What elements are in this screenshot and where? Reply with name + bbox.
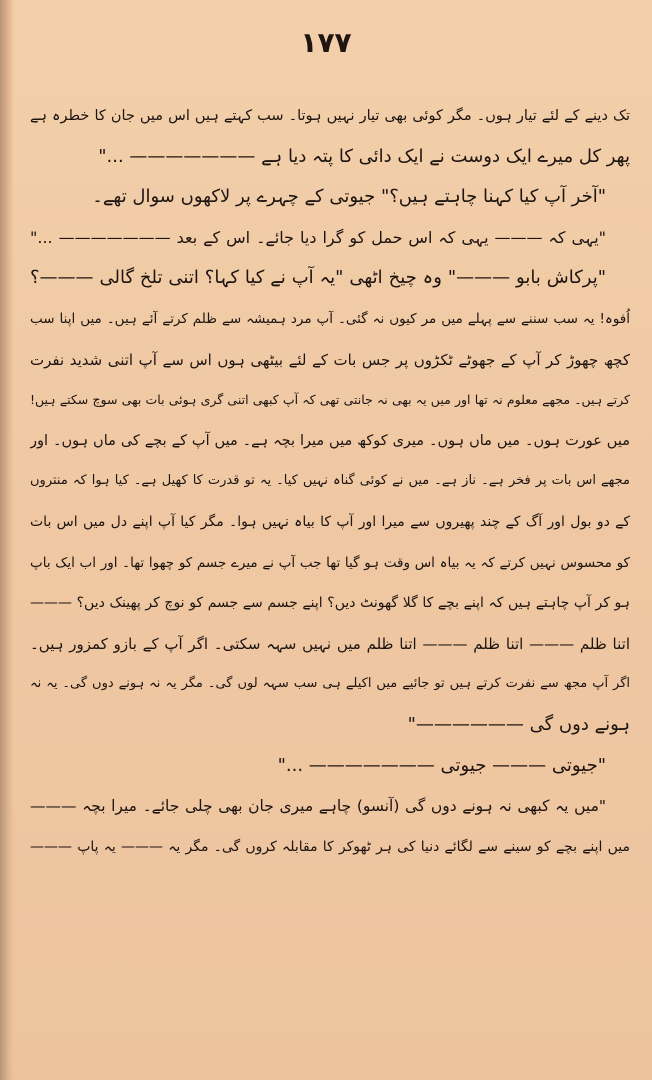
text-line: "پرکاش بابو ———" وہ چیخ اٹھی "یہ آپ نے کیا کہا؟ اتنی تلخ گالی ———؟ — [30, 267, 606, 289]
text-line: اتنا ظلم ——— اتنا ظلم ——— اتنا ظلم میں نہیں سہہ سکتی۔ اگر آپ کے بازو کمزور ہیں۔ — [30, 634, 630, 653]
text-line: "آخر آپ کیا کہنا چاہتے ہیں؟" جیوتی کے چہرے پر لاکھوں سوال تھے۔ — [92, 186, 606, 208]
text-line: "یہی کہ ——— یہی کہ اس حمل کو گرا دیا جائے۔ اس کے بعد ——————— ..." — [30, 227, 606, 247]
text-line: اُفوہ! یہ سب سننے سے پہلے میں مر کیوں نہ گئی۔ آپ مرد ہمیشہ سے ظلم کرتے آئے ہیں۔ میں اپنا سب — [30, 310, 630, 327]
text-line: میں اپنے بچے کو سینے سے لگائے دنیا کی ہر ٹھوکر کا مقابلہ کروں گی۔ مگر یہ ——— یہ پاپ ——— — [30, 838, 630, 855]
text-line: کے دو بول اور آگ کے چند پھیروں سے میرا اور آپ کا بیاہ نہیں ہوا۔ مگر کیا آپ اپنے دل میں اس بات — [30, 513, 630, 530]
text-line: "جیوتی ——— جیوتی ——————— ..." — [277, 754, 606, 776]
text-line: کو محسوس نہیں کرتے کہ یہ بیاہ اس وقت ہو گیا تھا جب آپ نے میرے جسم کو چھوا تھا۔ اور اب ایک باپ — [30, 554, 630, 571]
text-line: اگر آپ مجھ سے نفرت کرتے ہیں تو جائیے میں اکیلے ہی سب سہہ لوں گی۔ مگر یہ نہ ہونے دوں گی۔ یہ نہ — [30, 676, 630, 692]
text-line: کچھ چھوڑ کر آپ کے جھوٹے ٹکڑوں پر جس بات کے لئے بیٹھی ہوں اس سے آپ اتنی شدید نفرت — [30, 350, 630, 369]
text-line: مجھے اس بات پر فخر ہے۔ ناز ہے۔ میں نے کوئی گناہ نہیں کیا۔ یہ تو قدرت کا کھیل ہے۔ کیا ہوا کہ منتروں — [30, 473, 630, 489]
page-number: ۱۷۷ — [300, 26, 352, 59]
text-line: پھر کل میرے ایک دوست نے ایک دائی کا پتہ دیا ہے ——————— ..." — [98, 145, 630, 167]
text-line: میں عورت ہوں۔ میں ماں ہوں۔ میری کوکھ میں میرا بچہ ہے۔ میں آپ کے بچے کی ماں ہوں۔ اور — [30, 432, 630, 449]
text-line: تک دینے کے لئے تیار ہوں۔ مگر کوئی بھی تیار نہیں ہوتا۔ سب کہتے ہیں اس میں جان کا خطرہ ہے — [30, 108, 630, 124]
text-line: "میں یہ کبھی نہ ہونے دوں گی (آنسو) چاہے میری جان بھی چلی جائے۔ میرا بچہ ——— — [30, 797, 606, 816]
text-line: ہو کر آپ چاہتے ہیں کہ اپنے بچے کا گلا گھونٹ دیں؟ اپنے جسم سے جسم کو نوچ کر پھینک دیں؟ ——— — [30, 595, 630, 612]
body-text — [30, 96, 630, 867]
text-line: کرتے ہیں۔ مجھے معلوم نہ تھا اور میں یہ بھی نہ جانتی تھی کہ آپ کبھی اتنی گری ہوئی بات بھی سوچ سکتے ہیں! — [30, 392, 630, 408]
page-binding-shadow — [0, 0, 14, 1080]
text-line: ہونے دوں گی ——————" — [407, 713, 630, 735]
